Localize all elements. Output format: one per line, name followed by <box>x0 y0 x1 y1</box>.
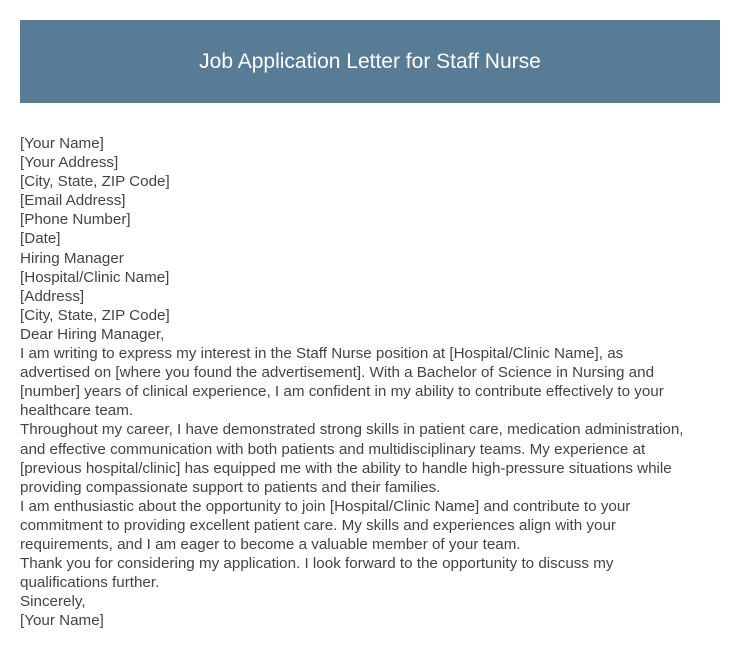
letter-line: [Email Address] <box>20 192 126 210</box>
letter-line: [Your Name] <box>20 135 104 152</box>
letter-line: Dear Hiring Manager, <box>20 325 165 343</box>
letter-line: and effective communication with both patients and multidisciplinary teams. My experience at <box>20 440 646 458</box>
letter-line: [Your Name] <box>20 612 104 630</box>
letter-line: advertised on [where you found the advertisement]. With a Bachelor of Science in Nursing and <box>20 364 655 382</box>
letter-line: [Your Address] <box>20 154 119 172</box>
letter-line: healthcare team. <box>20 402 134 420</box>
letter-line: Thank you for considering my application. I look forward to the opportunity to discuss my <box>20 555 614 573</box>
letter-line: [Hospital/Clinic Name] <box>20 268 170 286</box>
letter-line: [Address] <box>20 287 85 305</box>
letter-line: [number] years of clinical experience, I am confident in my ability to contribute effectively to your <box>20 383 664 401</box>
letter-line: requirements, and I am eager to become a valuable member of your team. <box>20 535 521 553</box>
letter-line: Hiring Manager <box>20 249 124 267</box>
letter-line: [previous hospital/clinic] has equipped me with the ability to handle high-pressure situations while <box>20 459 672 477</box>
letter-line: providing compassionate support to patients and their families. <box>20 478 441 496</box>
letter-line: commitment to providing excellent patient care. My skills and experiences align with your <box>20 516 616 534</box>
letter-line: qualifications further. <box>20 574 160 592</box>
letter-line: I am writing to express my interest in the Staff Nurse position at [Hospital/Clinic Name], as <box>20 345 624 363</box>
letter-body <box>20 134 730 630</box>
letter-line: [City, State, ZIP Code] <box>20 306 170 324</box>
letter-line: [City, State, ZIP Code] <box>20 173 170 191</box>
title-banner <box>20 20 720 103</box>
letter-line: I am enthusiastic about the opportunity to join [Hospital/Clinic Name] and contribute to your <box>20 497 631 515</box>
letter-line: [Phone Number] <box>20 211 131 229</box>
letter-line: [Date] <box>20 230 61 248</box>
letter-line: Sincerely, <box>20 593 86 611</box>
page-title: Job Application Letter for Staff Nurse <box>199 49 541 73</box>
letter-line: Throughout my career, I have demonstrated strong skills in patient care, medication administration, <box>20 421 684 439</box>
